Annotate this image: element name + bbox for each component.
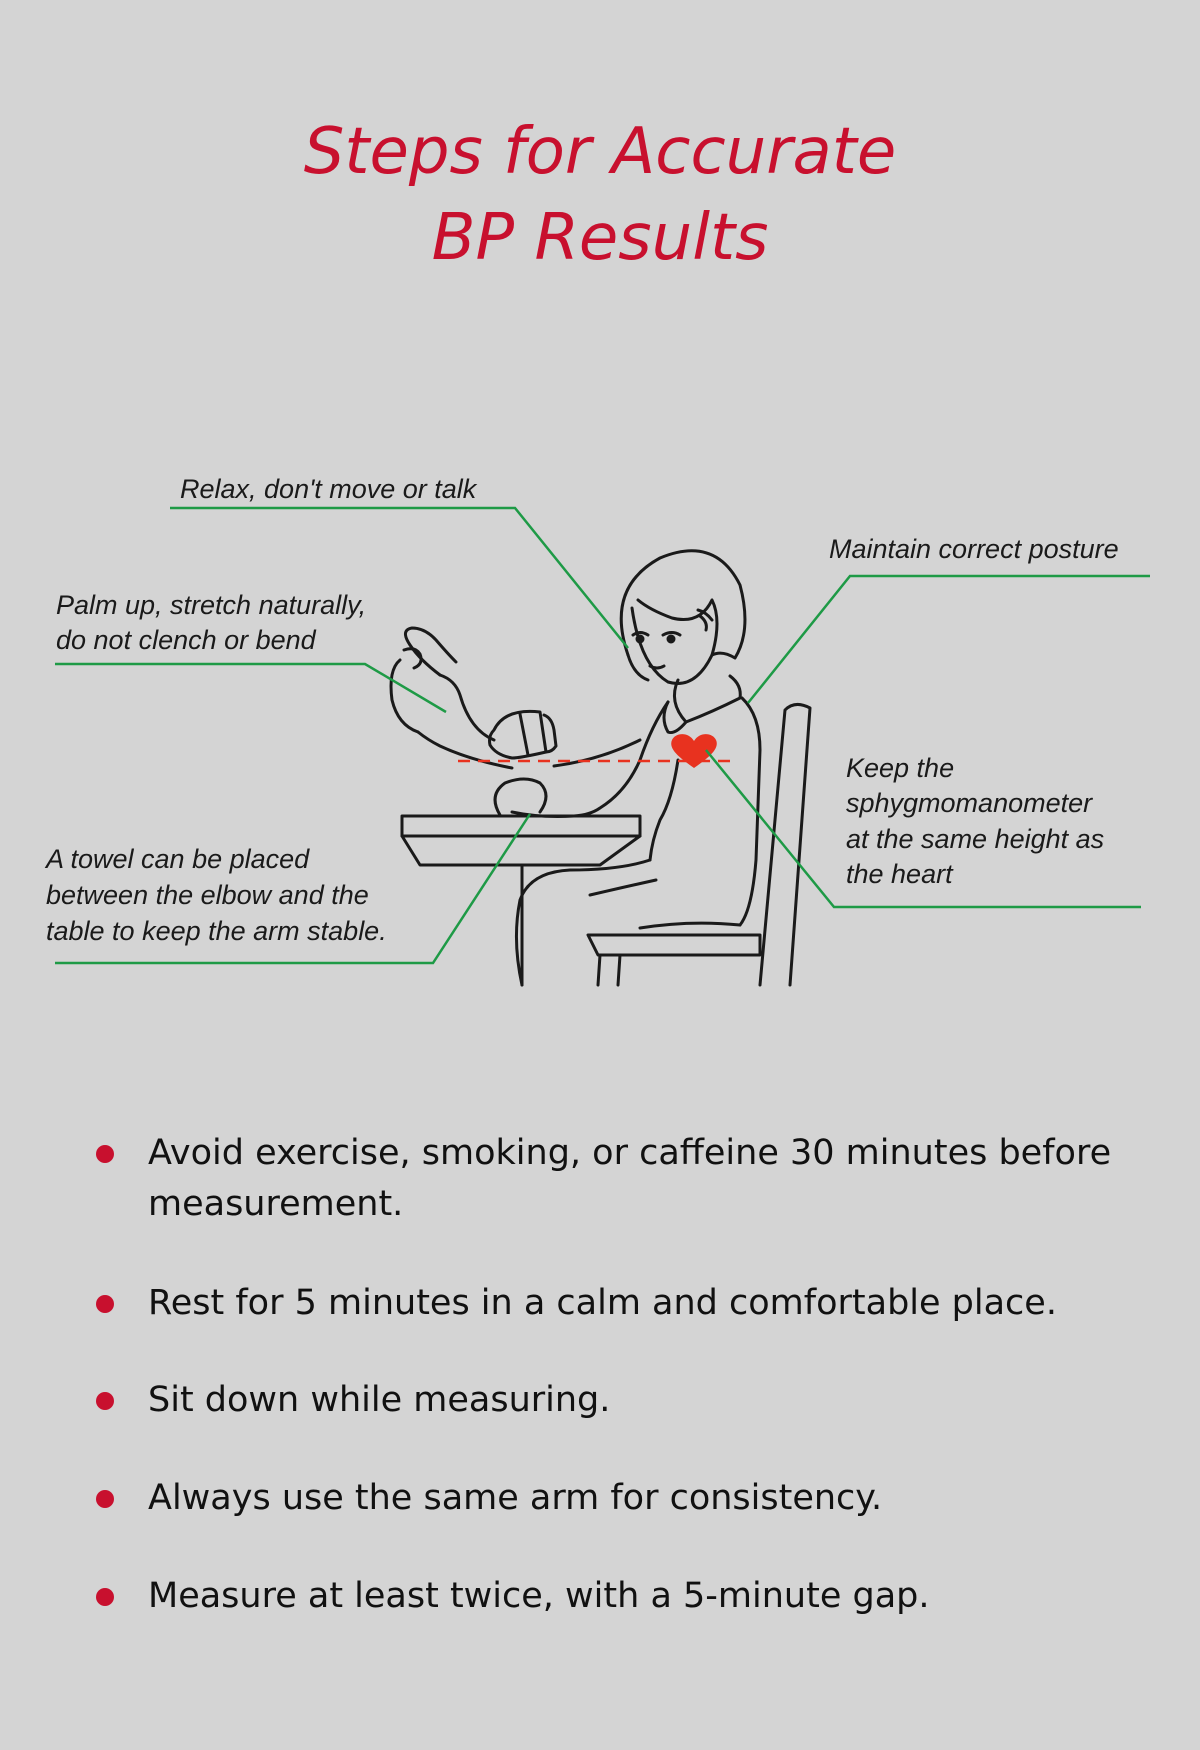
callout-towel-line-1: A towel can be placed <box>46 844 310 874</box>
list-item <box>148 1473 1138 1524</box>
callout-palm-line-1: Palm up, stretch naturally, <box>56 590 367 620</box>
seated-person-drawing <box>391 551 760 985</box>
callout-towel-line-2: between the elbow and the <box>46 880 369 910</box>
page-title-line-1: Steps for Accurate <box>303 115 897 189</box>
page-title-line-2: BP Results <box>431 201 769 275</box>
bullet-dot-icon <box>96 1490 114 1508</box>
leader-line-palm <box>55 664 446 712</box>
callout-posture: Maintain correct posture <box>829 534 1119 564</box>
callout-heart-line-1: Keep the <box>846 753 955 783</box>
tip-text: Rest for 5 minutes in a calm and comfortable place. <box>148 1283 1057 1323</box>
tip-text: Sit down while measuring. <box>148 1380 611 1420</box>
callout-relax: Relax, don't move or talk <box>180 474 477 504</box>
list-item <box>148 1375 1138 1426</box>
callout-heart-line-2: sphygmomanometer <box>846 788 1093 818</box>
leader-line-posture <box>748 576 1150 703</box>
callout-palm-line-2: do not clench or bend <box>56 625 316 655</box>
callout-heart-line-4: the heart <box>846 859 953 889</box>
tip-text: Avoid exercise, smoking, or caffeine 30 minutes before measurement. <box>148 1133 1112 1224</box>
bp-measurement-illustration <box>0 440 1200 1000</box>
bullet-dot-icon <box>96 1588 114 1606</box>
callout-towel-line-3: table to keep the arm stable. <box>46 916 387 946</box>
tip-text: Always use the same arm for consistency. <box>148 1478 883 1518</box>
bullet-dot-icon <box>96 1392 114 1410</box>
list-item <box>148 1278 1138 1329</box>
bullet-dot-icon <box>96 1295 114 1313</box>
callout-heart-line-3: at the same height as <box>846 824 1105 854</box>
tip-text: Measure at least twice, with a 5-minute gap. <box>148 1576 930 1616</box>
bullet-dot-icon <box>96 1145 114 1163</box>
list-item <box>148 1128 1138 1230</box>
list-item <box>148 1571 1138 1622</box>
